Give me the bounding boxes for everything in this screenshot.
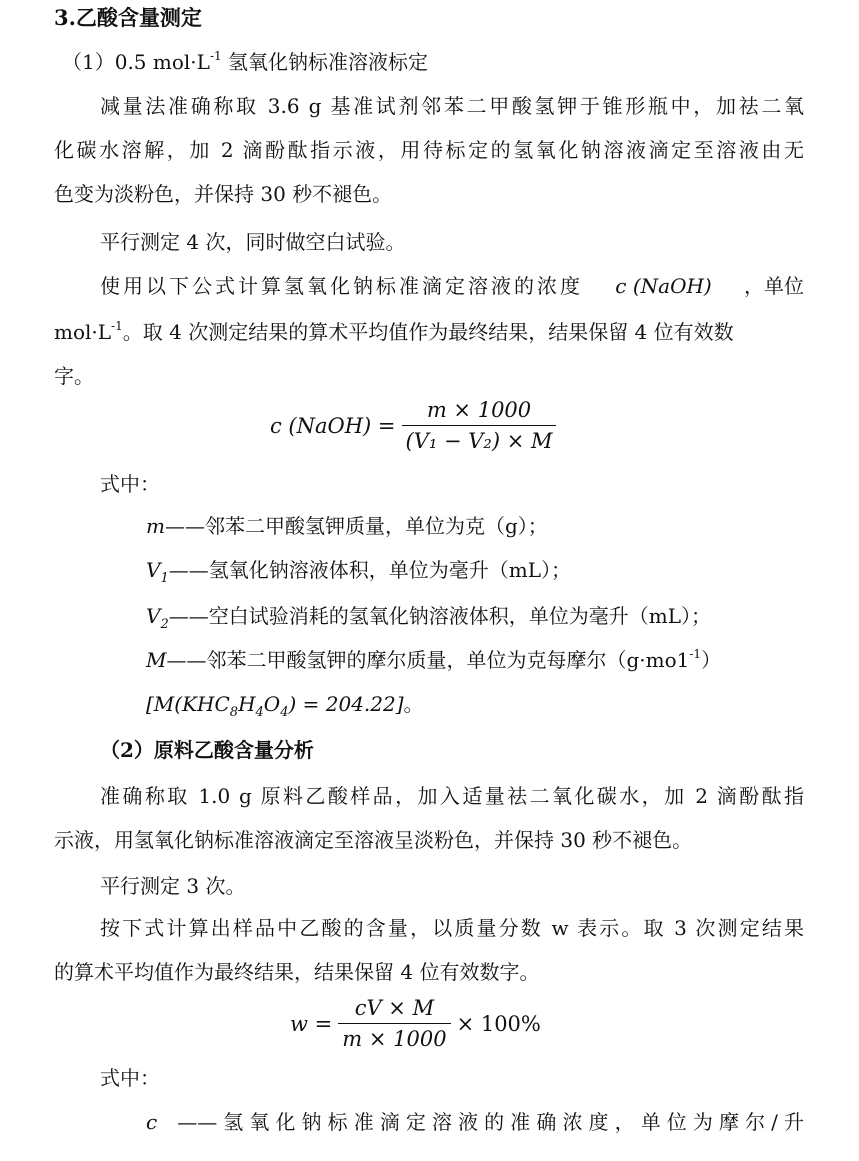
formula2-denominator: m × 1000 [338,1023,450,1051]
formula2-fraction [338,996,450,1051]
formula-fraction [402,398,557,453]
part2-para1-line2: 示液，用氢氧化钠标准溶液滴定至溶液呈淡粉色，并保持 30 秒不褪色。 [54,828,693,852]
part1-para1-line3: 色变为淡粉色，并保持 30 秒不褪色。 [54,182,393,206]
formula2-tail: × 100% [456,1011,541,1036]
part2-para2: 平行测定 3 次。 [100,874,246,898]
part1-para3-line3: 字。 [54,364,94,388]
part2-para3-line2: 的算术平均值作为最终结果，结果保留 4 位有效数字。 [54,960,540,984]
formula-denominator: (V₁ − V₂) × M [402,425,557,453]
formula-lhs: c (NaOH) = [270,413,396,438]
part1-heading: （1）0.5 $mol\cdot L^{-1}$ 氢氧化钠标准溶液标定 [62,49,428,74]
part2-where-label: 式中： [100,1066,160,1090]
naoh-concentration-formula [270,398,562,453]
part2-para1-line1: 准确称取 1.0 g 原料乙酸样品，加入适量祛二氧化碳水，加 2 滴酚酞指 [100,784,804,808]
part1-where-label: 式中： [100,472,160,496]
formula2-numerator: cV × M [354,996,435,1020]
formula-numerator: m × 1000 [426,398,532,422]
formula2-lhs: w = [290,1011,333,1036]
acetic-acid-formula [290,996,541,1051]
section-heading: 3.乙酸含量测定 [54,5,202,30]
part1-para3-line1: 使用以下公式计算氢氧化钠标准滴定溶液的浓度 c (NaOH) ，单位 [100,274,804,298]
part1-para1-line2: 化碳水溶解，加 2 滴酚酞指示液，用待标定的氢氧化钠溶液滴定至溶液由无 [54,138,804,162]
term-v2: $V_2——$空白试验消耗的氢氧化钠溶液体积，单位为毫升（mL）； [146,604,711,632]
part2-para3-line1: 按下式计算出样品中乙酸的含量，以质量分数 w 表示。取 3 次测定结果 [100,916,804,940]
molar-mass-value: $[M(KHC_8H_4O_4) = 204.22]$。 [146,692,424,720]
term-v1: $V_1——$氢氧化钠溶液体积，单位为毫升（mL）； [146,558,571,586]
term-c: c ——氢氧化钠标准滴定溶液的准确浓度，单位为摩尔/升 [146,1110,804,1134]
term-molar-mass: M——邻苯二甲酸氢钾的摩尔质量，单位为克每摩尔$(g\cdot mo1^{-1})$ [146,647,722,672]
part2-heading: （2）原料乙酸含量分析 [100,738,314,762]
part1-para2: 平行测定 4 次，同时做空白试验。 [100,230,406,254]
part1-para1-line1: 减量法准确称取 3.6 g 基准试剂邻苯二甲酸氢钾于锥形瓶中，加祛二氧 [100,94,804,118]
part1-para3-line2: $mol\cdot L^{-1}$。取 4 次测定结果的算术平均值作为最终结果，结果保留 4 位有效数 [54,319,734,344]
term-m: m——邻苯二甲酸氢钾质量，单位为克（g）； [146,514,548,538]
